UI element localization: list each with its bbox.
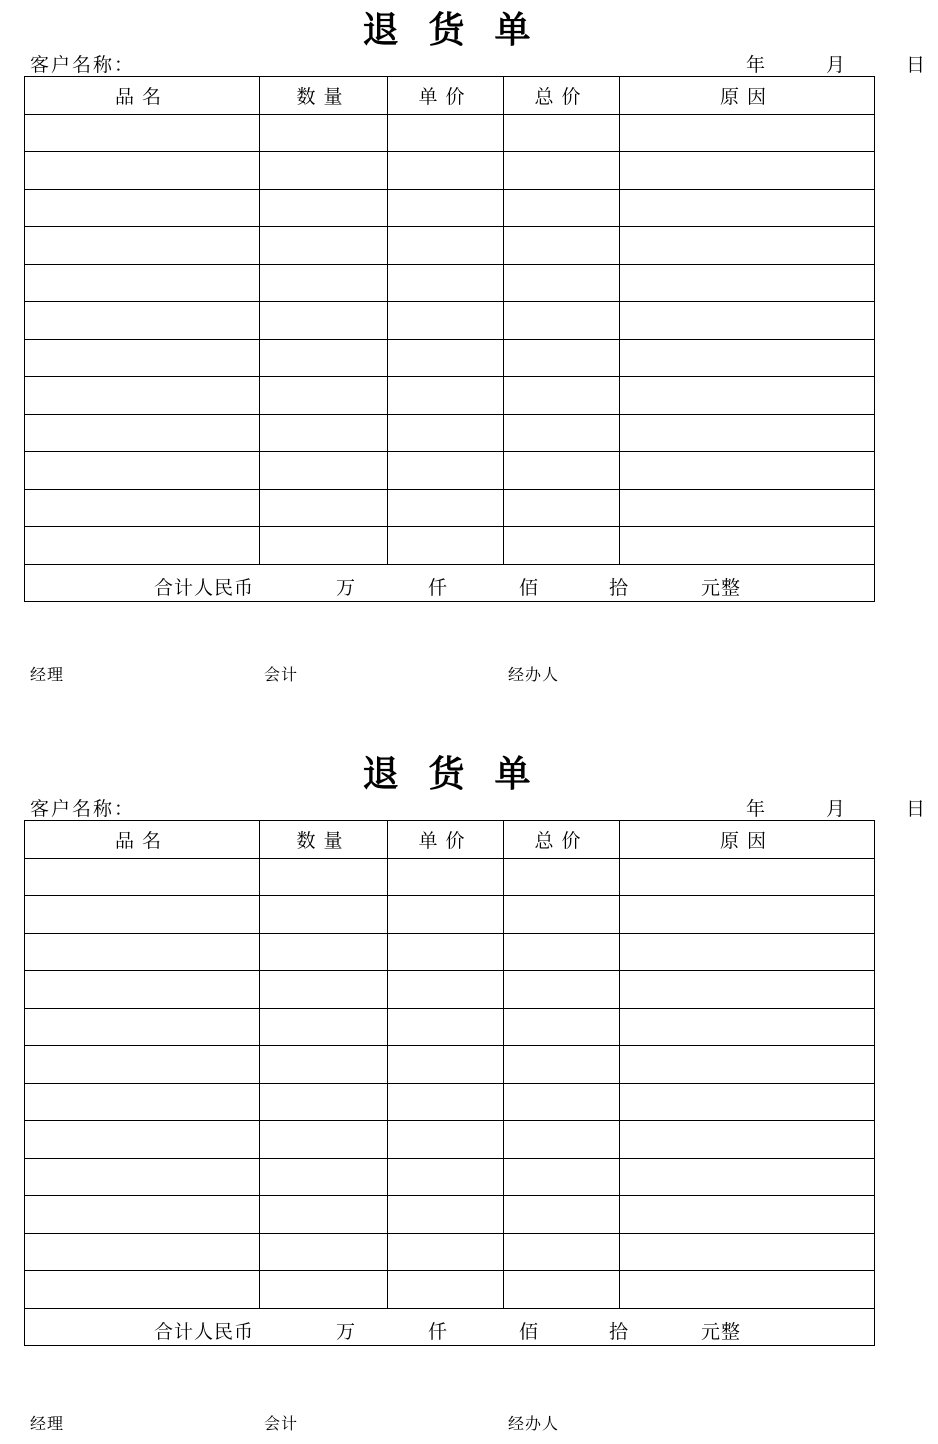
cell-quantity[interactable] (260, 527, 388, 565)
table-row (25, 377, 875, 415)
table-row (25, 339, 875, 377)
cell-item-name[interactable] (25, 1083, 260, 1121)
cell-reason[interactable] (620, 489, 875, 527)
cell-reason[interactable] (620, 1008, 875, 1046)
cell-quantity[interactable] (260, 1233, 388, 1271)
cell-quantity[interactable] (260, 896, 388, 934)
signature-handler-label: 经办人 (508, 1414, 560, 1433)
cell-quantity[interactable] (260, 1196, 388, 1234)
cell-unit-price[interactable] (388, 377, 504, 415)
date-year-label: 年 (746, 798, 766, 820)
cell-total-price[interactable] (504, 1008, 620, 1046)
cell-quantity[interactable] (260, 1158, 388, 1196)
table-row (25, 1121, 875, 1159)
signature-manager-label: 经理 (30, 665, 65, 684)
cell-quantity[interactable] (260, 339, 388, 377)
return-form-2 (0, 744, 938, 1444)
cell-quantity[interactable] (260, 1271, 388, 1309)
cell-total-price[interactable] (504, 1121, 620, 1159)
cell-total-price[interactable] (504, 264, 620, 302)
table-header-row (25, 821, 875, 859)
column-header-total-price: 总价 (504, 77, 620, 115)
table-row (25, 152, 875, 190)
cell-unit-price[interactable] (388, 414, 504, 452)
column-header-unit-price: 单价 (388, 77, 504, 115)
column-header-item-name: 品名 (25, 77, 260, 115)
cell-reason[interactable] (620, 414, 875, 452)
cell-reason[interactable] (620, 114, 875, 152)
cell-total-price[interactable] (504, 896, 620, 934)
customer-name-label: 客户名称： (30, 798, 136, 820)
column-header-reason: 原因 (620, 77, 875, 115)
cell-item-name[interactable] (25, 489, 260, 527)
cell-item-name[interactable] (25, 527, 260, 565)
signature-accountant-label: 会计 (264, 665, 299, 684)
cell-item-name[interactable] (25, 1158, 260, 1196)
table-header-row (25, 77, 875, 115)
cell-reason[interactable] (620, 264, 875, 302)
cell-quantity[interactable] (260, 114, 388, 152)
cell-reason[interactable] (620, 377, 875, 415)
cell-reason[interactable] (620, 1158, 875, 1196)
table-row (25, 1196, 875, 1234)
cell-quantity[interactable] (260, 1008, 388, 1046)
table-row (25, 264, 875, 302)
cell-quantity[interactable] (260, 302, 388, 340)
total-row (25, 1308, 875, 1346)
cell-item-name[interactable] (25, 377, 260, 415)
cell-unit-price[interactable] (388, 114, 504, 152)
date-month-label: 月 (826, 798, 846, 820)
table-row (25, 302, 875, 340)
cell-unit-price[interactable] (388, 227, 504, 265)
form-title: 退 货 单 (362, 753, 533, 795)
table-row (25, 114, 875, 152)
cell-item-name[interactable] (25, 1233, 260, 1271)
table-row (25, 1083, 875, 1121)
cell-quantity[interactable] (260, 264, 388, 302)
cell-item-name[interactable] (25, 227, 260, 265)
column-header-quantity: 数量 (260, 821, 388, 859)
table-row (25, 933, 875, 971)
total-bai-label: 佰 (519, 576, 540, 599)
total-qian-label: 仟 (428, 576, 449, 599)
cell-total-price[interactable] (504, 527, 620, 565)
cell-quantity[interactable] (260, 377, 388, 415)
column-header-item-name: 品名 (25, 821, 260, 859)
cell-item-name[interactable] (25, 302, 260, 340)
cell-item-name[interactable] (25, 1271, 260, 1309)
table-row (25, 1271, 875, 1309)
cell-quantity[interactable] (260, 489, 388, 527)
cell-item-name[interactable] (25, 1196, 260, 1234)
cell-reason[interactable] (620, 1196, 875, 1234)
cell-unit-price[interactable] (388, 1158, 504, 1196)
cell-quantity[interactable] (260, 152, 388, 190)
cell-item-name[interactable] (25, 414, 260, 452)
signature-manager-label: 经理 (30, 1414, 65, 1433)
column-header-quantity: 数量 (260, 77, 388, 115)
cell-total-price[interactable] (504, 377, 620, 415)
table-row (25, 452, 875, 490)
cell-total-price[interactable] (504, 1158, 620, 1196)
date-day-label: 日 (906, 798, 926, 820)
total-shi-label: 拾 (609, 1320, 630, 1343)
cell-total-price[interactable] (504, 189, 620, 227)
date-month-label: 月 (826, 54, 846, 76)
cell-unit-price[interactable] (388, 452, 504, 490)
cell-total-price[interactable] (504, 414, 620, 452)
cell-unit-price[interactable] (388, 302, 504, 340)
total-yuan-label: 元整 (701, 576, 742, 599)
cell-total-price[interactable] (504, 1233, 620, 1271)
table-row (25, 971, 875, 1009)
cell-unit-price[interactable] (388, 1046, 504, 1084)
cell-unit-price[interactable] (388, 971, 504, 1009)
table-row (25, 1046, 875, 1084)
cell-quantity[interactable] (260, 414, 388, 452)
customer-name-label: 客户名称： (30, 54, 136, 76)
cell-reason[interactable] (620, 971, 875, 1009)
cell-unit-price[interactable] (388, 1233, 504, 1271)
table-row (25, 527, 875, 565)
cell-quantity[interactable] (260, 1083, 388, 1121)
cell-reason[interactable] (620, 1046, 875, 1084)
column-header-unit-price: 单价 (388, 821, 504, 859)
form-title: 退 货 单 (362, 9, 533, 51)
cell-reason[interactable] (620, 227, 875, 265)
cell-total-price[interactable] (504, 489, 620, 527)
cell-unit-price[interactable] (388, 264, 504, 302)
cell-total-price[interactable] (504, 933, 620, 971)
cell-quantity[interactable] (260, 189, 388, 227)
cell-item-name[interactable] (25, 452, 260, 490)
cell-quantity[interactable] (260, 1046, 388, 1084)
cell-quantity[interactable] (260, 971, 388, 1009)
cell-reason[interactable] (620, 339, 875, 377)
date-year-label: 年 (746, 54, 766, 76)
table-row (25, 1158, 875, 1196)
total-wan-label: 万 (336, 1320, 357, 1343)
cell-unit-price[interactable] (388, 933, 504, 971)
cell-total-price[interactable] (504, 1083, 620, 1121)
total-yuan-label: 元整 (701, 1320, 742, 1343)
cell-unit-price[interactable] (388, 527, 504, 565)
cell-total-price[interactable] (504, 452, 620, 490)
cell-quantity[interactable] (260, 1121, 388, 1159)
cell-item-name[interactable] (25, 152, 260, 190)
cell-total-price[interactable] (504, 339, 620, 377)
cell-total-price[interactable] (504, 114, 620, 152)
cell-item-name[interactable] (25, 1121, 260, 1159)
cell-item-name[interactable] (25, 896, 260, 934)
total-shi-label: 拾 (609, 576, 630, 599)
cell-reason[interactable] (620, 302, 875, 340)
cell-unit-price[interactable] (388, 489, 504, 527)
return-items-table (24, 76, 875, 602)
table-row (25, 489, 875, 527)
cell-unit-price[interactable] (388, 858, 504, 896)
cell-item-name[interactable] (25, 264, 260, 302)
total-prefix-label: 合计人民币 (154, 1320, 255, 1343)
cell-unit-price[interactable] (388, 896, 504, 934)
return-form-1 (0, 0, 938, 700)
table-row (25, 896, 875, 934)
date-day-label: 日 (906, 54, 926, 76)
total-prefix-label: 合计人民币 (154, 576, 255, 599)
table-row (25, 1233, 875, 1271)
table-row (25, 1008, 875, 1046)
cell-quantity[interactable] (260, 933, 388, 971)
cell-reason[interactable] (620, 527, 875, 565)
cell-unit-price[interactable] (388, 1196, 504, 1234)
cell-unit-price[interactable] (388, 152, 504, 190)
cell-quantity[interactable] (260, 227, 388, 265)
cell-total-price[interactable] (504, 302, 620, 340)
signature-accountant-label: 会计 (264, 1414, 299, 1433)
cell-quantity[interactable] (260, 452, 388, 490)
cell-reason[interactable] (620, 1083, 875, 1121)
table-row (25, 189, 875, 227)
cell-total-price[interactable] (504, 1046, 620, 1084)
cell-total-price[interactable] (504, 858, 620, 896)
cell-total-price[interactable] (504, 971, 620, 1009)
total-wan-label: 万 (336, 576, 357, 599)
cell-reason[interactable] (620, 1271, 875, 1309)
cell-unit-price[interactable] (388, 1083, 504, 1121)
cell-total-price[interactable] (504, 1271, 620, 1309)
cell-item-name[interactable] (25, 933, 260, 971)
cell-item-name[interactable] (25, 114, 260, 152)
cell-unit-price[interactable] (388, 1008, 504, 1046)
cell-quantity[interactable] (260, 858, 388, 896)
cell-item-name[interactable] (25, 189, 260, 227)
cell-reason[interactable] (620, 858, 875, 896)
total-qian-label: 仟 (428, 1320, 449, 1343)
cell-reason[interactable] (620, 1233, 875, 1271)
table-row (25, 414, 875, 452)
cell-total-price[interactable] (504, 152, 620, 190)
total-bai-label: 佰 (519, 1320, 540, 1343)
cell-total-price[interactable] (504, 1196, 620, 1234)
cell-reason[interactable] (620, 189, 875, 227)
cell-unit-price[interactable] (388, 189, 504, 227)
column-header-reason: 原因 (620, 821, 875, 859)
cell-item-name[interactable] (25, 339, 260, 377)
cell-reason[interactable] (620, 152, 875, 190)
cell-reason[interactable] (620, 896, 875, 934)
cell-item-name[interactable] (25, 1046, 260, 1084)
cell-item-name[interactable] (25, 1008, 260, 1046)
column-header-total-price: 总价 (504, 821, 620, 859)
cell-reason[interactable] (620, 452, 875, 490)
cell-total-price[interactable] (504, 227, 620, 265)
cell-unit-price[interactable] (388, 339, 504, 377)
table-row (25, 858, 875, 896)
table-row (25, 227, 875, 265)
cell-reason[interactable] (620, 933, 875, 971)
cell-item-name[interactable] (25, 858, 260, 896)
total-row (25, 564, 875, 602)
return-items-table (24, 820, 875, 1346)
cell-item-name[interactable] (25, 971, 260, 1009)
signature-handler-label: 经办人 (508, 665, 560, 684)
cell-unit-price[interactable] (388, 1271, 504, 1309)
cell-reason[interactable] (620, 1121, 875, 1159)
cell-unit-price[interactable] (388, 1121, 504, 1159)
